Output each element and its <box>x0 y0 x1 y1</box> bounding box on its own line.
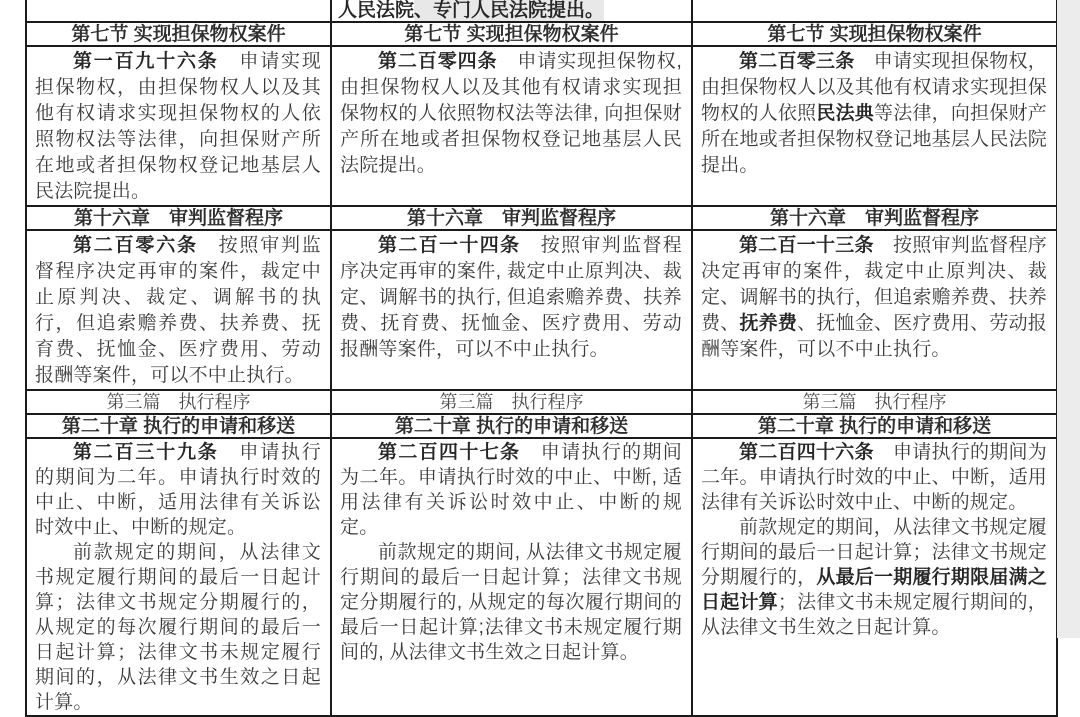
table-cell-r1-c1: 第七节 实现担保物权案件 <box>331 22 692 46</box>
section-header-row <box>26 414 1057 438</box>
emphasis-text: 第二百三十九条 <box>73 442 219 463</box>
paragraph <box>35 540 321 715</box>
table-cell-r6-c1: 第二十章 执行的申请和移送 <box>331 414 692 438</box>
text-segment: 申请执行的期间为二年。申请执行时效的中止、中断，适用法律有关诉讼时效中止、中断的规定。 <box>701 442 1047 513</box>
table-cell-r6-c2: 第二十章 执行的申请和移送 <box>692 414 1057 438</box>
paragraph <box>340 440 682 540</box>
text-segment: 申请实现担保物权，由担保物权人以及其他有权请求实现担保物权的人依照物权法等法律，向担保财产所在地或者担保物权登记地基层人民法院提出。 <box>35 51 321 202</box>
emphasis-text: 第二百四十六条 <box>739 442 874 463</box>
text-segment: 、抚恤金、医疗费用、劳动报酬等案件，可以不中止执行。 <box>701 313 1047 360</box>
emphasis-text: 第二百一十四条 <box>378 235 521 256</box>
text-segment: 前款规定的期间，从法律文书规定履行期间的最后一日起计算；法律文书规定分期履行的，从规定的每次履行期间的最后一日起计算；法律文书未规定履行期间的，从法律文书生效之日起计算。 <box>35 542 321 713</box>
table-cell-r5-c0: 第三篇 执行程序 <box>26 390 331 414</box>
emphasis-text: 第二百零六条 <box>73 235 198 256</box>
table-cell-r4-c1 <box>331 230 692 390</box>
table-cell-r0-c2 <box>692 0 1057 22</box>
table-cell-r3-c0: 第十六章 审判监督程序 <box>26 206 331 230</box>
continuation-row <box>26 0 1057 22</box>
text-segment: 申请执行的期间为二年。申请执行时效的中止、中断，适用法律有关诉讼时效中止、中断的规定。 <box>35 442 321 538</box>
table-cell-r3-c2: 第十六章 审判监督程序 <box>692 206 1057 230</box>
paragraph <box>340 49 682 179</box>
text-segment: 等法律，向担保财产所在地或者担保物权登记地基层人民法院提出。 <box>701 103 1047 176</box>
paragraph <box>35 49 321 205</box>
article-row <box>26 46 1057 206</box>
text-segment: 申请实现担保物权，由担保物权人以及其他有权请求实现担保物权的人依照 <box>701 51 1047 124</box>
paragraph <box>35 440 321 540</box>
table-cell-r6-c0: 第二十章 执行的申请和移送 <box>26 414 331 438</box>
table-body <box>26 0 1057 716</box>
paragraph <box>701 233 1047 363</box>
text-segment: 按照审判监督程序决定再审的案件, 裁定中止原判决、裁定、调解书的执行, 但追索赡养费、扶养费、抚育费、抚恤金、医疗费用、劳动报酬等案件，可以不中止执行。 <box>340 235 682 360</box>
text-segment: 申请实现担保物权, 由担保物权人以及其他有权请求实现担保物权的人依照物权法等法律, 向担保财产所在地或者担保物权登记地基层人民法院提出。 <box>340 51 683 176</box>
section-header-row <box>26 22 1057 46</box>
table-cell-r7-c1 <box>331 438 692 716</box>
emphasis-text: 、专门人民法院提出。 <box>414 0 605 21</box>
paragraph <box>701 440 1047 515</box>
section-header-row <box>26 206 1057 230</box>
part-header-row <box>26 390 1057 414</box>
text-segment: 前款规定的期间, 从法律文书规定履行期间的最后一日起计算；法律文书规定分期履行的, 从规定的每次履行期间的最后一日起计算;法律文书未规定履行期间的, 从法律文书生效之日起计算。 <box>340 542 682 663</box>
paragraph <box>35 233 321 389</box>
emphasis-text: 第二百四十七条 <box>378 442 521 463</box>
table-cell-r0-c0 <box>26 0 331 22</box>
emphasis-text: 第一百九十六条 <box>73 51 219 72</box>
paragraph <box>701 49 1047 179</box>
table-cell-r4-c2 <box>692 230 1057 390</box>
table-cell-r5-c2: 第三篇 执行程序 <box>692 390 1057 414</box>
text-segment: 前款规定的期间，从法律文书规定履行期间的最后一日起计算；法律文书规定分期履行的， <box>701 517 1047 588</box>
text-segment: ；法律文书未规定履行期间的，从法律文书生效之日起计算。 <box>701 592 1047 638</box>
text-segment: 按照审判监督程序决定再审的案件，裁定中止原判决、裁定、调解书的执行，但追索赡养费、扶养费、抚育费、抚恤金、医疗费用、劳动报酬等案件，可以不中止执行。 <box>35 235 322 386</box>
table-cell-r7-c2 <box>692 438 1057 716</box>
table-cell-r1-c2: 第七节 实现担保物权案件 <box>692 22 1057 46</box>
emphasis-text: 第二百零四条 <box>378 51 498 72</box>
text-segment: 按照审判监督程序决定再审的案件，裁定中止原判决、裁定、调解书的执行，但追索赡养费、扶养费、 <box>701 235 1047 334</box>
article-row <box>26 230 1057 390</box>
paragraph <box>340 540 682 665</box>
law-comparison-table <box>25 0 1058 717</box>
emphasis-text: 第二百一十三条 <box>739 235 874 256</box>
table-cell-r2-c0 <box>26 46 331 206</box>
table-cell-r5-c1: 第三篇 执行程序 <box>331 390 692 414</box>
emphasis-text: 第二百零三条 <box>739 51 855 72</box>
emphasis-text: 抚养费 <box>739 313 798 334</box>
table-cell-r2-c1 <box>331 46 692 206</box>
paragraph <box>340 233 682 363</box>
table-cell-r1-c0: 第七节 实现担保物权案件 <box>26 22 331 46</box>
emphasis-text: 民法典 <box>816 103 875 124</box>
paragraph <box>701 515 1047 640</box>
text-segment: 申请执行的期间为二年。申请执行时效的中止、中断, 适用法律有关诉讼时效中止、中断的规定。 <box>340 442 682 538</box>
emphasis-text: 人民法院 <box>338 0 415 21</box>
table-cell-r3-c1: 第十六章 审判监督程序 <box>331 206 692 230</box>
paragraph <box>338 0 685 21</box>
table-cell-r7-c0 <box>26 438 331 716</box>
page-margin-right <box>1057 0 1080 638</box>
article-row <box>26 438 1057 716</box>
table-cell-r2-c2 <box>692 46 1057 206</box>
emphasis-text: 从最后一期履行期限届满之日起计算 <box>701 567 1047 613</box>
table-cell-r4-c0 <box>26 230 331 390</box>
table-cell-r0-c1 <box>331 0 692 22</box>
